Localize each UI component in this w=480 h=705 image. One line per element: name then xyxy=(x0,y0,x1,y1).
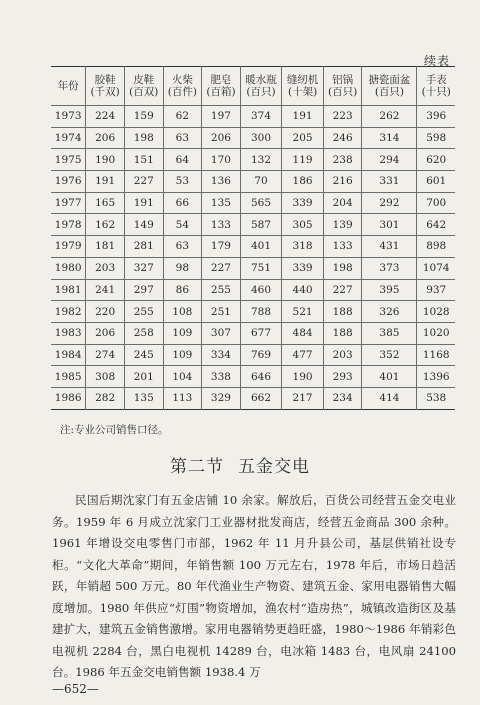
table-cell: 151 xyxy=(124,149,163,171)
table-cell: 297 xyxy=(124,279,163,301)
table-cell: 246 xyxy=(323,127,362,149)
table-cell: 139 xyxy=(323,214,362,236)
table-cell: 198 xyxy=(124,127,163,149)
table-cell: 133 xyxy=(202,214,241,236)
table-cell: 204 xyxy=(323,192,362,214)
table-cell: 598 xyxy=(417,127,455,149)
table-cell: 203 xyxy=(86,257,125,279)
column-header-name: 暖水瓶 xyxy=(245,73,277,86)
continued-label: 续表 xyxy=(423,54,450,68)
table-cell: 223 xyxy=(323,106,362,128)
table-row xyxy=(51,171,455,193)
table-cell: 937 xyxy=(417,279,455,301)
table-cell: 700 xyxy=(417,192,455,214)
column-header-unit: (百只) xyxy=(374,86,405,98)
table-cell: 396 xyxy=(417,106,455,128)
column-header xyxy=(124,67,163,106)
column-header-unit: (百箱) xyxy=(206,86,236,98)
table-cell: 385 xyxy=(362,322,417,344)
page-number: —652— xyxy=(52,682,99,696)
table-cell: 292 xyxy=(362,192,417,214)
column-header-name: 胶鞋 xyxy=(94,73,116,86)
table-cell: 109 xyxy=(163,344,202,366)
table-cell: 245 xyxy=(124,344,163,366)
column-header xyxy=(240,67,282,106)
body-paragraph: 民国后期沈家门有五金店铺 10 余家。解放后，百货公司经营五金交电业务。1959 年 6 月成立沈家门工业器材批发商店，经营五金商品 300 余种。1961 年增设交电零售门市部，1962 年 11 月升县公司，基层供销社设专柜。“文化大革命”期间，年销售额 100 万元左右，1978 年后，市场日趋活跃，年销超 500 万元。80 年代渔业生产物资、建筑五金、家用电器销售大幅度增加。1980 年供应“灯围”物资增加，渔农村“造房热”，城镇改造街区及基建扩大，建筑五金销售激增。家用电器销势更趋旺盛，1980～1986 年销彩色电视机 2284 台，黑白电视机 14289 台，电冰箱 1483 台，电风扇 24100 台。1986 年五金交电销售额 1938.4 万 xyxy=(52,493,456,679)
table-cell: 326 xyxy=(362,301,417,323)
table-cell: 198 xyxy=(323,257,362,279)
table-cell: 179 xyxy=(202,236,241,258)
table-cell: 460 xyxy=(240,279,282,301)
column-header-name: 铝锅 xyxy=(332,73,354,86)
table-body xyxy=(51,106,455,410)
table-cell: 190 xyxy=(86,149,125,171)
year-cell: 1978 xyxy=(51,214,86,236)
column-header-unit: (千双) xyxy=(90,86,120,98)
table-cell: 109 xyxy=(163,322,202,344)
table-cell: 188 xyxy=(323,301,362,323)
column-header xyxy=(163,67,202,106)
table-cell: 307 xyxy=(202,322,241,344)
year-cell: 1975 xyxy=(51,149,86,171)
table-row xyxy=(51,301,455,323)
table-cell: 751 xyxy=(240,257,282,279)
table-cell: 587 xyxy=(240,214,282,236)
table-cell: 538 xyxy=(417,387,455,409)
table-row xyxy=(51,192,455,214)
column-header-unit: (百只) xyxy=(328,86,358,98)
table-cell: 305 xyxy=(282,214,324,236)
column-header-unit: (百只) xyxy=(246,86,276,98)
table-cell: 162 xyxy=(86,214,125,236)
table-cell: 318 xyxy=(282,236,324,258)
table-cell: 113 xyxy=(163,387,202,409)
table-cell: 135 xyxy=(124,387,163,409)
table-cell: 662 xyxy=(240,387,282,409)
table-cell: 281 xyxy=(124,236,163,258)
column-header-unit: (十只) xyxy=(421,86,451,98)
column-header xyxy=(202,67,241,106)
table-cell: 206 xyxy=(86,127,125,149)
table-cell: 119 xyxy=(282,149,324,171)
table-cell: 677 xyxy=(240,322,282,344)
table-cell: 477 xyxy=(282,344,324,366)
table-cell: 1020 xyxy=(417,322,455,344)
table-row xyxy=(51,279,455,301)
table-cell: 104 xyxy=(163,366,202,388)
table-cell: 188 xyxy=(323,322,362,344)
column-header-name: 肥皂 xyxy=(210,73,232,86)
table-row xyxy=(51,214,455,236)
table-cell: 64 xyxy=(163,149,202,171)
year-cell: 1985 xyxy=(51,366,86,388)
table-cell: 373 xyxy=(362,257,417,279)
table-cell: 898 xyxy=(417,236,455,258)
table-cell: 255 xyxy=(202,279,241,301)
column-header xyxy=(362,67,417,106)
year-cell: 1973 xyxy=(51,106,86,128)
table-row xyxy=(51,257,455,279)
table-cell: 255 xyxy=(124,301,163,323)
table-row xyxy=(51,344,455,366)
table-cell: 197 xyxy=(202,106,241,128)
table-cell: 327 xyxy=(124,257,163,279)
table-cell: 308 xyxy=(86,366,125,388)
column-header xyxy=(323,67,362,106)
table-cell: 170 xyxy=(202,149,241,171)
table-cell: 331 xyxy=(362,171,417,193)
table-cell: 217 xyxy=(282,387,324,409)
table-cell: 201 xyxy=(124,366,163,388)
column-header-unit: (百双) xyxy=(129,86,159,98)
table-row xyxy=(51,322,455,344)
table-cell: 431 xyxy=(362,236,417,258)
table-cell: 53 xyxy=(163,171,202,193)
table-row xyxy=(51,366,455,388)
section-heading xyxy=(0,452,480,477)
year-cell: 1980 xyxy=(51,257,86,279)
table-cell: 565 xyxy=(240,192,282,214)
table-cell: 339 xyxy=(282,192,324,214)
table-cell: 227 xyxy=(124,171,163,193)
table-cell: 374 xyxy=(240,106,282,128)
table-cell: 206 xyxy=(86,322,125,344)
table-cell: 70 xyxy=(240,171,282,193)
year-cell: 1983 xyxy=(51,322,86,344)
year-cell: 1981 xyxy=(51,279,86,301)
table-cell: 149 xyxy=(124,214,163,236)
section-number: 第二节 xyxy=(170,457,224,477)
column-header-unit: (百件) xyxy=(167,86,197,98)
year-cell: 1982 xyxy=(51,301,86,323)
table-row xyxy=(51,149,455,171)
column-header xyxy=(86,67,125,106)
section-title: 五金交电 xyxy=(238,457,310,477)
table-cell: 314 xyxy=(362,127,417,149)
table-cell: 191 xyxy=(282,106,324,128)
table-row xyxy=(51,106,455,128)
table-cell: 258 xyxy=(124,322,163,344)
table-cell: 191 xyxy=(86,171,125,193)
table-cell: 224 xyxy=(86,106,125,128)
year-cell: 1984 xyxy=(51,344,86,366)
table-cell: 205 xyxy=(282,127,324,149)
column-header xyxy=(51,67,86,106)
table-header-row xyxy=(51,67,455,106)
table-cell: 395 xyxy=(362,279,417,301)
table-cell: 159 xyxy=(124,106,163,128)
table-cell: 241 xyxy=(86,279,125,301)
table-cell: 300 xyxy=(240,127,282,149)
column-header-unit: (十架) xyxy=(287,86,318,98)
table-cell: 66 xyxy=(163,192,202,214)
table-cell: 63 xyxy=(163,236,202,258)
table-cell: 133 xyxy=(323,236,362,258)
column-header-name: 火柴 xyxy=(171,73,193,86)
year-cell: 1976 xyxy=(51,171,86,193)
table-row xyxy=(51,387,455,409)
column-header-name: 年份 xyxy=(57,79,79,92)
table-cell: 135 xyxy=(202,192,241,214)
table-cell: 220 xyxy=(86,301,125,323)
column-header xyxy=(417,67,455,106)
table-cell: 190 xyxy=(282,366,324,388)
table-cell: 227 xyxy=(323,279,362,301)
table-cell: 251 xyxy=(202,301,241,323)
table-note: 注:专业公司销售口径。 xyxy=(60,424,169,436)
table-cell: 63 xyxy=(163,127,202,149)
table-row xyxy=(51,236,455,258)
sales-table xyxy=(51,66,455,410)
table-cell: 1168 xyxy=(417,344,455,366)
table-cell: 1028 xyxy=(417,301,455,323)
table-cell: 1396 xyxy=(417,366,455,388)
table-cell: 191 xyxy=(124,192,163,214)
column-header-name: 皮鞋 xyxy=(133,73,155,86)
table-cell: 601 xyxy=(417,171,455,193)
table-cell: 227 xyxy=(202,257,241,279)
table-cell: 642 xyxy=(417,214,455,236)
table-cell: 86 xyxy=(163,279,202,301)
table-cell: 1074 xyxy=(417,257,455,279)
table-cell: 186 xyxy=(282,171,324,193)
table-cell: 401 xyxy=(240,236,282,258)
table-cell: 98 xyxy=(163,257,202,279)
year-cell: 1986 xyxy=(51,387,86,409)
table-cell: 54 xyxy=(163,214,202,236)
table-cell: 216 xyxy=(323,171,362,193)
table-cell: 401 xyxy=(362,366,417,388)
table-cell: 234 xyxy=(323,387,362,409)
table-cell: 339 xyxy=(282,257,324,279)
table-cell: 338 xyxy=(202,366,241,388)
table-cell: 414 xyxy=(362,387,417,409)
column-header-name: 搪瓷面盆 xyxy=(368,73,411,86)
table-cell: 181 xyxy=(86,236,125,258)
table-cell: 238 xyxy=(323,149,362,171)
table-cell: 352 xyxy=(362,344,417,366)
table-cell: 769 xyxy=(240,344,282,366)
table-cell: 274 xyxy=(86,344,125,366)
table-cell: 262 xyxy=(362,106,417,128)
table-cell: 282 xyxy=(86,387,125,409)
column-header-name: 手表 xyxy=(425,73,447,86)
table-cell: 206 xyxy=(202,127,241,149)
table-cell: 293 xyxy=(323,366,362,388)
table-cell: 62 xyxy=(163,106,202,128)
year-cell: 1974 xyxy=(51,127,86,149)
table-cell: 108 xyxy=(163,301,202,323)
table-cell: 132 xyxy=(240,149,282,171)
table-cell: 294 xyxy=(362,149,417,171)
column-header-name: 缝纫机 xyxy=(286,73,319,86)
table-cell: 788 xyxy=(240,301,282,323)
table-cell: 203 xyxy=(323,344,362,366)
table-cell: 334 xyxy=(202,344,241,366)
table-cell: 329 xyxy=(202,387,241,409)
table-cell: 646 xyxy=(240,366,282,388)
table-cell: 165 xyxy=(86,192,125,214)
column-header xyxy=(282,67,324,106)
table-cell: 136 xyxy=(202,171,241,193)
table-cell: 620 xyxy=(417,149,455,171)
year-cell: 1979 xyxy=(51,236,86,258)
table-cell: 301 xyxy=(362,214,417,236)
year-cell: 1977 xyxy=(51,192,86,214)
table-cell: 521 xyxy=(282,301,324,323)
table-cell: 484 xyxy=(282,322,324,344)
table-cell: 440 xyxy=(282,279,324,301)
table-row xyxy=(51,127,455,149)
